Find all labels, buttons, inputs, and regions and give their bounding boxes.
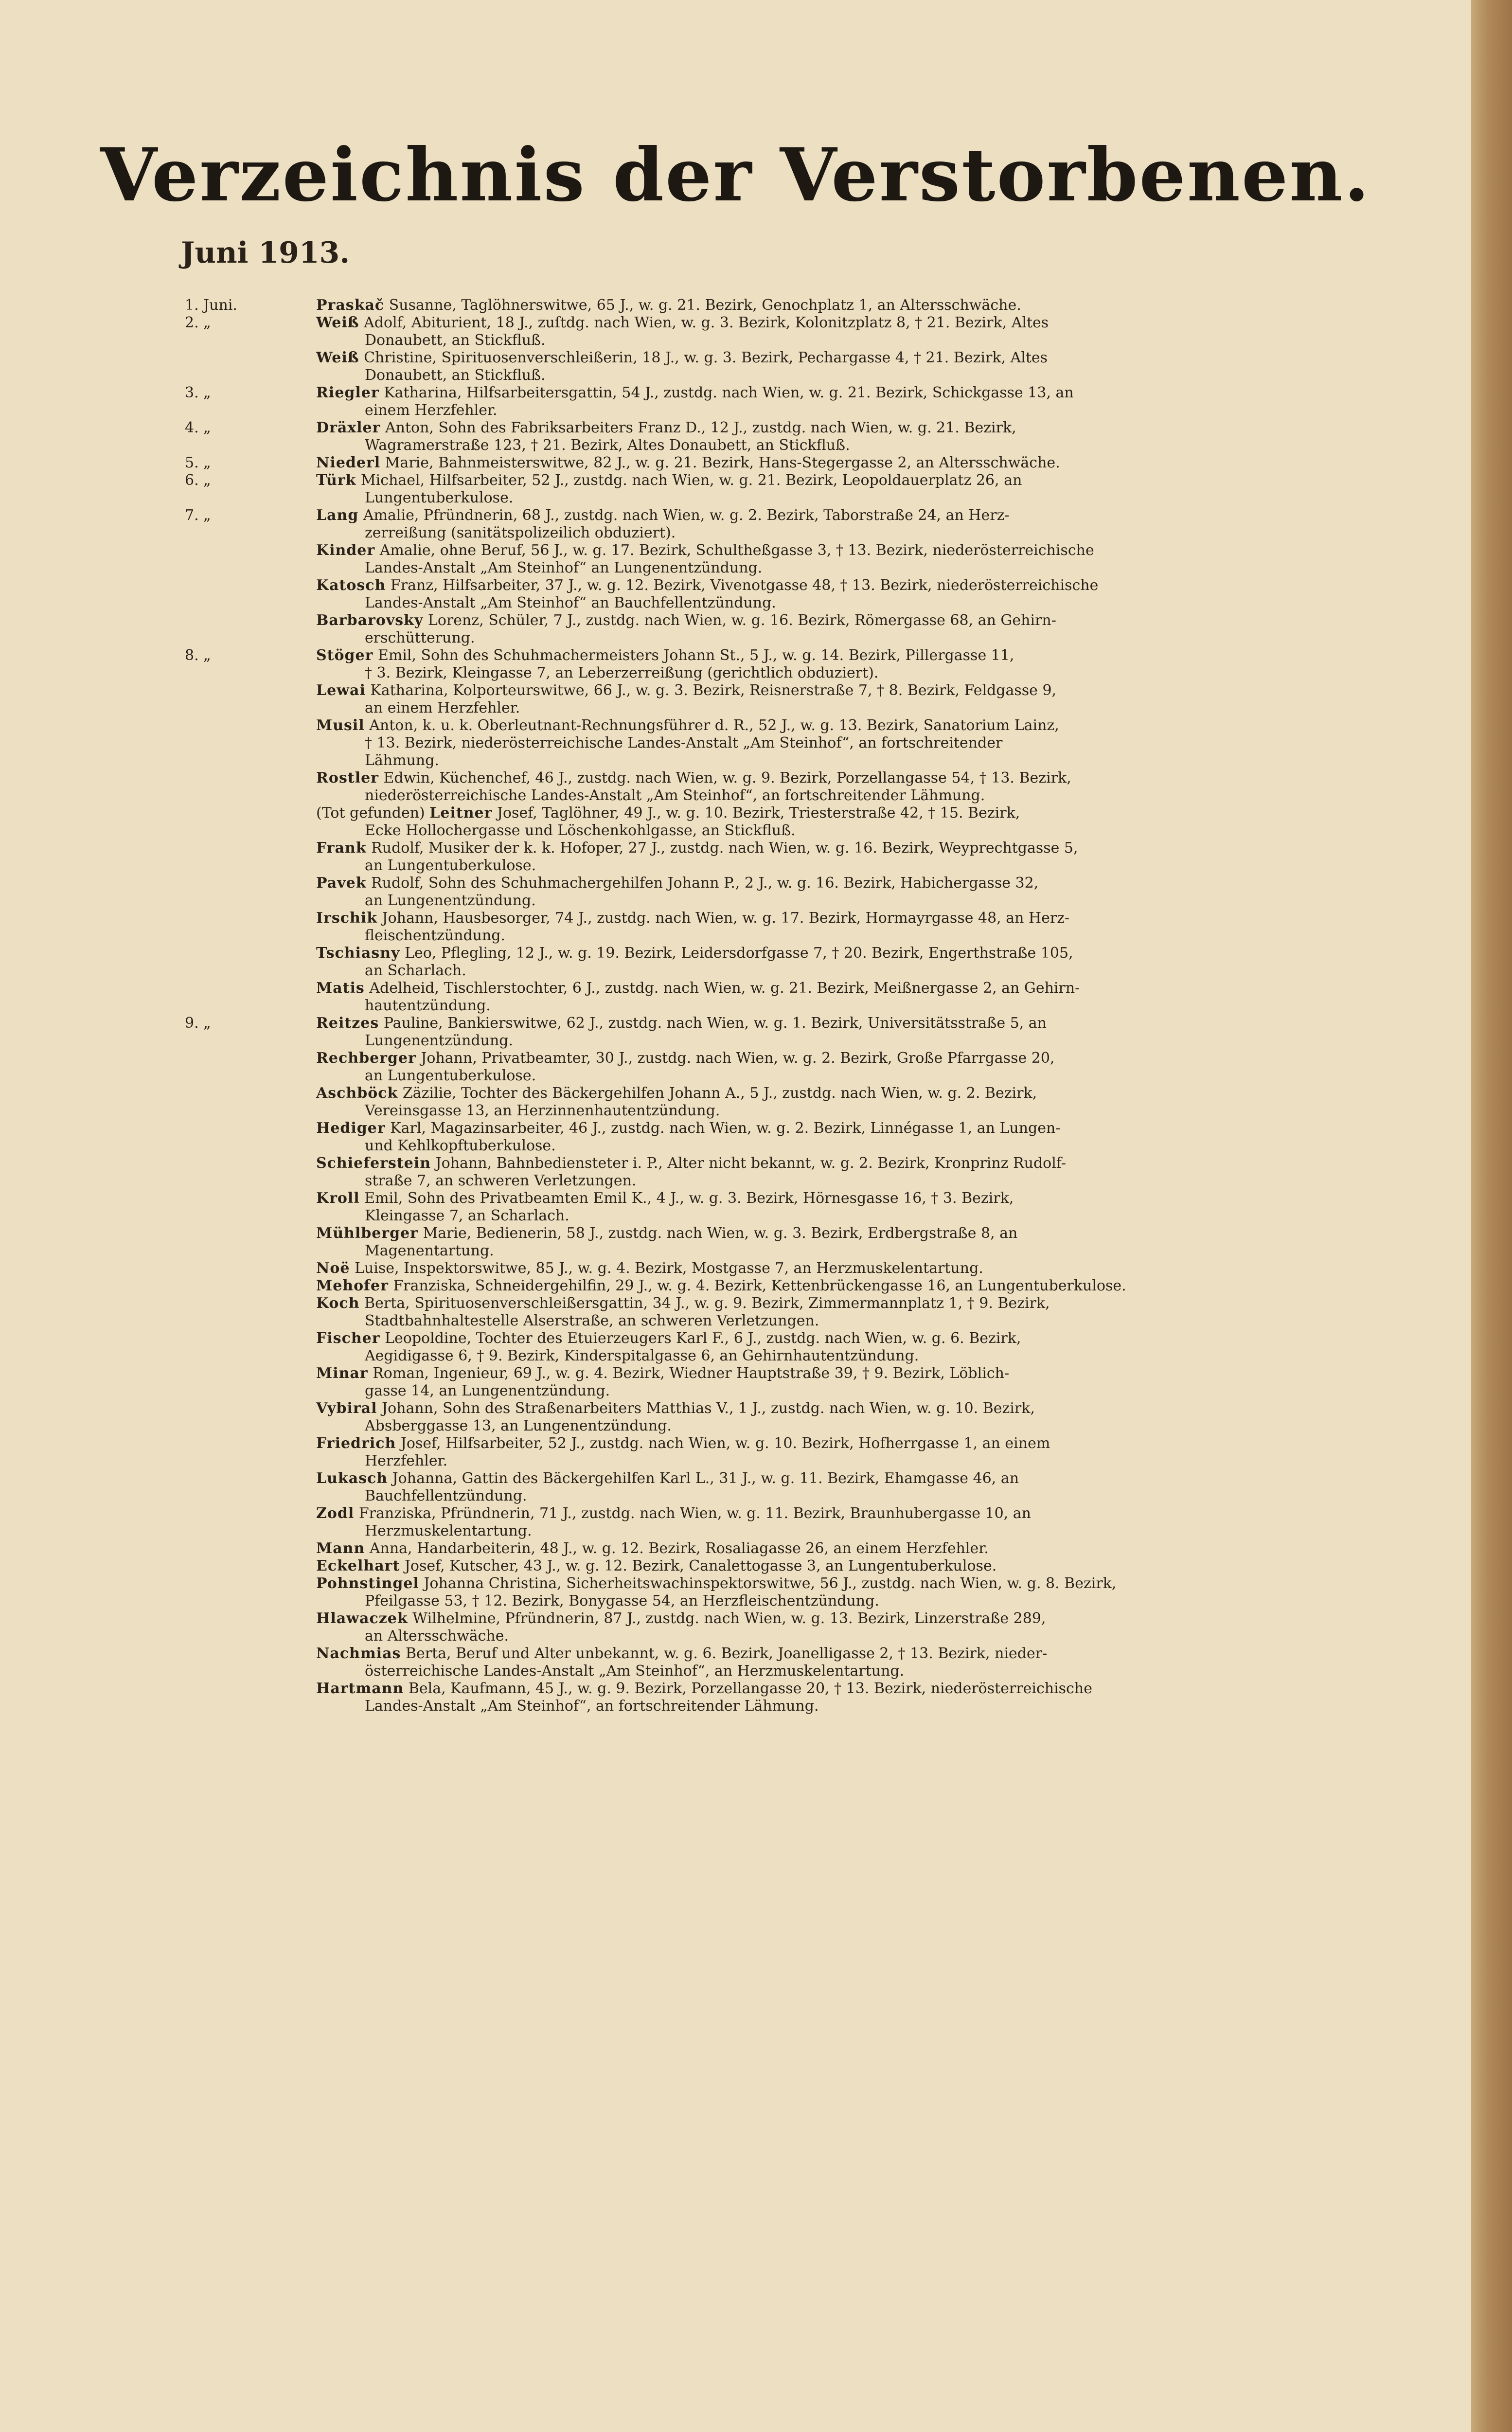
- entry-continuation: Landes-Anstalt „Am Steinhof“, an fortschreitender Lähmung.: [365, 1698, 819, 1715]
- register-entry: [185, 419, 1461, 454]
- death-register-list: [185, 297, 1461, 1715]
- register-entry: [185, 1260, 1461, 1277]
- entry-line: [316, 314, 1461, 332]
- entry-text: Josef, Kutscher, 43 J., w. g. 12. Bezirk, Canalettogasse 3, an Lungentuberkulose.: [404, 1557, 997, 1574]
- register-entry: [185, 1050, 1461, 1085]
- entry-text: Marie, Bahnmeisterswitwe, 82 J., w. g. 21. Bezirk, Hans-Stegergasse 2, an Altersschwäche.: [385, 454, 1060, 471]
- entry-line: [316, 297, 1461, 314]
- entry-surname: Friedrich: [316, 1435, 396, 1452]
- register-entry: [185, 1505, 1461, 1540]
- entry-surname: Lang: [316, 507, 359, 524]
- register-entry: [185, 1557, 1461, 1575]
- register-entry: [185, 980, 1461, 1015]
- entry-text: Amalie, Pfründnerin, 68 J., zustdg. nach Wien, w. g. 2. Bezirk, Taborstraße 24, an Herz-: [363, 507, 1010, 524]
- entry-surname: Minar: [316, 1365, 368, 1382]
- entry-line: [316, 1260, 1461, 1277]
- entry-surname: Katosch: [316, 577, 386, 594]
- entry-continuation: österreichische Landes-Anstalt „Am Steinhof“, an Herzmuskelentartung.: [365, 1663, 905, 1680]
- register-entry: [185, 1435, 1461, 1470]
- register-entry: [185, 682, 1461, 717]
- register-entry: [185, 875, 1461, 910]
- entry-line: [316, 1120, 1461, 1137]
- entry-continuation: Landes-Anstalt „Am Steinhof“ an Bauchfellentzündung.: [365, 594, 776, 611]
- page-edge: [1471, 0, 1512, 2432]
- entry-continuation: Herzmuskelentartung.: [365, 1522, 532, 1539]
- register-entry: [185, 1610, 1461, 1645]
- entry-line: [316, 1295, 1461, 1312]
- entry-surname: Frank: [316, 840, 367, 857]
- entry-continuation: Kleingasse 7, an Scharlach.: [365, 1207, 569, 1224]
- entry-text: Leopoldine, Tochter des Etuierzeugers Karl F., 6 J., zustdg. nach Wien, w. g. 6. Bezirk,: [385, 1330, 1021, 1347]
- entry-surname: Rostler: [316, 769, 379, 787]
- entry-text: Franziska, Pfründnerin, 71 J., zustdg. nach Wien, w. g. 11. Bezirk, Braunhubergasse 10, an: [358, 1505, 1031, 1522]
- entry-continuation: Lähmung.: [365, 752, 439, 769]
- entry-surname: Lewai: [316, 682, 366, 699]
- entry-text: Edwin, Küchenchef, 46 J., zustdg. nach Wien, w. g. 9. Bezirk, Porzellangasse 54, † 13. Bezirk,: [383, 769, 1071, 787]
- entry-date: 5. „: [185, 454, 211, 471]
- entry-text: Michael, Hilfsarbeiter, 52 J., zustdg. nach Wien, w. g. 21. Bezirk, Leopoldauerplatz 26, an: [360, 472, 1022, 489]
- register-entry: [185, 769, 1461, 805]
- entry-surname: Vybiral: [316, 1400, 377, 1417]
- entry-continuation: Landes-Anstalt „Am Steinhof“ an Lungenentzündung.: [365, 559, 763, 576]
- month-heading: Juni 1913.: [181, 236, 350, 270]
- entry-line: [316, 1575, 1461, 1592]
- entry-surname: Zodl: [316, 1505, 355, 1522]
- entry-line: [316, 1015, 1461, 1032]
- register-entry: [185, 1470, 1461, 1505]
- entry-line: [316, 875, 1461, 892]
- entry-surname: Irschik: [316, 910, 377, 927]
- entry-continuation: Donaubett, an Stickfluß.: [365, 367, 546, 384]
- entry-date: 8. „: [185, 647, 211, 664]
- entry-text: Josef, Hilfsarbeiter, 52 J., zustdg. nach Wien, w. g. 10. Bezirk, Hofherrgasse 1, an einem: [400, 1435, 1050, 1452]
- entry-continuation: einem Herzfehler.: [365, 402, 498, 419]
- register-entry: [185, 314, 1461, 349]
- entry-surname: Mehofer: [316, 1277, 389, 1294]
- entry-continuation: an Lungenentzündung.: [365, 892, 536, 909]
- entry-continuation: Ecke Hollochergasse und Löschenkohlgasse, an Stickfluß.: [365, 822, 796, 839]
- entry-continuation: an Lungentuberkulose.: [365, 1067, 536, 1084]
- entry-surname: Koch: [316, 1295, 360, 1312]
- entry-text: Anton, k. u. k. Oberleutnant-Rechnungsführer d. R., 52 J., w. g. 13. Bezirk, Sanatorium Lainz,: [369, 717, 1059, 734]
- entry-continuation: Donaubett, an Stickfluß.: [365, 332, 546, 349]
- register-entry: [185, 717, 1461, 769]
- entry-surname: Weiß: [316, 314, 359, 331]
- entry-continuation: Herzfehler.: [365, 1452, 448, 1469]
- entry-text: Katharina, Kolporteurswitwe, 66 J., w. g. 3. Bezirk, Reisnerstraße 7, † 8. Bezirk, Feldgasse 9,: [370, 682, 1057, 699]
- entry-text: Roman, Ingenieur, 69 J., w. g. 4. Bezirk, Wiedner Hauptstraße 39, † 9. Bezirk, Löblich-: [373, 1365, 1010, 1382]
- entry-line: [316, 805, 1461, 822]
- entry-line: [316, 682, 1461, 699]
- entry-date: 7. „: [185, 507, 211, 524]
- entry-line: [316, 472, 1461, 489]
- entry-continuation: Absberggasse 13, an Lungenentzündung.: [365, 1417, 672, 1434]
- register-entry: [185, 507, 1461, 542]
- register-entry: [185, 1540, 1461, 1557]
- entry-line: [316, 1400, 1461, 1417]
- entry-surname: Noë: [316, 1260, 350, 1277]
- entry-date: 2. „: [185, 314, 211, 331]
- entry-text: Bela, Kaufmann, 45 J., w. g. 9. Bezirk, Porzellangasse 20, † 13. Bezirk, niederösterreichische: [408, 1680, 1092, 1697]
- entry-line: [316, 507, 1461, 524]
- entry-continuation: Wagramerstraße 123, † 21. Bezirk, Altes Donaubett, an Stickfluß.: [365, 437, 850, 454]
- entry-text: Marie, Bedienerin, 58 J., zustdg. nach Wien, w. g. 3. Bezirk, Erdbergstraße 8, an: [423, 1225, 1018, 1242]
- entry-text: Adolf, Abiturient, 18 J., zuſtdg. nach Wien, w. g. 3. Bezirk, Kolonitzplatz 8, † 21. Bezirk, Altes: [364, 314, 1049, 331]
- register-entry: [185, 1015, 1461, 1050]
- entry-text: Luise, Inspektorswitwe, 85 J., w. g. 4. Bezirk, Mostgasse 7, an Herzmuskelentartung.: [355, 1260, 983, 1277]
- entry-surname: Reitzes: [316, 1015, 379, 1032]
- entry-text: Berta, Beruf und Alter unbekannt, w. g. 6. Bezirk, Joanelligasse 2, † 13. Bezirk, nieder-: [405, 1645, 1048, 1662]
- entry-surname: Lukasch: [316, 1470, 388, 1487]
- entry-surname: Weiß: [316, 349, 359, 366]
- entry-surname: Barbarovsky: [316, 612, 424, 629]
- entry-text: Johanna, Gattin des Bäckergehilfen Karl L., 31 J., w. g. 11. Bezirk, Ehamgasse 46, an: [392, 1470, 1019, 1487]
- entry-continuation: Vereinsgasse 13, an Herzinnenhautentzündung.: [365, 1102, 720, 1119]
- entry-text: Adelheid, Tischlerstochter, 6 J., zustdg. nach Wien, w. g. 21. Bezirk, Meißnergasse 2, an Gehirn-: [369, 980, 1080, 997]
- entry-line: [316, 945, 1461, 962]
- entry-line: [316, 1050, 1461, 1067]
- register-entry: [185, 1120, 1461, 1155]
- entry-text: Josef, Taglöhner, 49 J., w. g. 10. Bezirk, Triesterstraße 42, † 15. Bezirk,: [497, 805, 1020, 822]
- entry-text: Rudolf, Sohn des Schuhmachergehilfen Johann P., 2 J., w. g. 16. Bezirk, Habichergasse 32,: [371, 875, 1039, 892]
- entry-continuation: zerreißung (sanitätspolizeilich obduziert).: [365, 524, 676, 541]
- entry-line: [316, 1330, 1461, 1347]
- entry-surname: Tschiasny: [316, 945, 400, 962]
- entry-line: [316, 1277, 1461, 1295]
- entry-surname: Eckelhart: [316, 1557, 400, 1574]
- entry-continuation: niederösterreichische Landes-Anstalt „Am Steinhof“, an fortschreitender Lähmung.: [365, 787, 985, 804]
- entry-surname: Stöger: [316, 647, 374, 664]
- entry-surname: Aschböck: [316, 1085, 398, 1102]
- entry-date: 6. „: [185, 472, 211, 489]
- entry-surname: Nachmias: [316, 1645, 401, 1662]
- register-entry: [185, 840, 1461, 875]
- entry-line: [316, 612, 1461, 629]
- entry-text: Amalie, ohne Beruf, 56 J., w. g. 17. Bezirk, Schultheßgasse 3, † 13. Bezirk, niederösterreichische: [379, 542, 1094, 559]
- entry-continuation: Lungenentzündung.: [365, 1032, 514, 1049]
- entry-surname: Matis: [316, 980, 365, 997]
- entry-text: Katharina, Hilfsarbeitersgattin, 54 J., zustdg. nach Wien, w. g. 21. Bezirk, Schickgasse 13, an: [384, 384, 1074, 401]
- register-entry: [185, 1365, 1461, 1400]
- entry-text: Johanna Christina, Sicherheitswachinspektorswitwe, 56 J., zustdg. nach Wien, w. g. 8. Bezirk,: [424, 1575, 1117, 1592]
- entry-text: Wilhelmine, Pfründnerin, 87 J., zustdg. nach Wien, w. g. 13. Bezirk, Linzerstraße 289,: [412, 1610, 1046, 1627]
- entry-line: [316, 1085, 1461, 1102]
- register-entry: [185, 945, 1461, 980]
- entry-surname: Kinder: [316, 542, 375, 559]
- entry-text: Pauline, Bankierswitwe, 62 J., zustdg. nach Wien, w. g. 1. Bezirk, Universitätsstraße 5, an: [383, 1015, 1047, 1032]
- entry-continuation: erschütterung.: [365, 629, 475, 646]
- register-entry: [185, 297, 1461, 314]
- entry-line: [316, 419, 1461, 437]
- entry-surname: Hediger: [316, 1120, 386, 1137]
- entry-line: [316, 542, 1461, 559]
- entry-date: 4. „: [185, 419, 211, 436]
- entry-line: [316, 980, 1461, 997]
- entry-surname: Musil: [316, 717, 365, 734]
- entry-text: Franziska, Schneidergehilfin, 29 J., w. g. 4. Bezirk, Kettenbrückengasse 16, an Lungentuberkulose.: [393, 1277, 1126, 1294]
- entry-text: Johann, Sohn des Straßenarbeiters Matthias V., 1 J., zustdg. nach Wien, w. g. 10. Bezirk,: [382, 1400, 1035, 1417]
- entry-line: [316, 454, 1461, 472]
- register-entry: [185, 349, 1461, 384]
- entry-date: 3. „: [185, 384, 211, 401]
- entry-continuation: an Scharlach.: [365, 962, 466, 979]
- entry-text: Rudolf, Musiker der k. k. Hofoper, 27 J., zustdg. nach Wien, w. g. 16. Bezirk, Weyprechtgasse 5,: [371, 840, 1078, 857]
- entry-surname: Hlawaczek: [316, 1610, 408, 1627]
- register-entry: [185, 1330, 1461, 1365]
- register-entry: [185, 612, 1461, 647]
- register-entry: [185, 1190, 1461, 1225]
- entry-surname: Riegler: [316, 384, 379, 401]
- register-entry: [185, 1155, 1461, 1190]
- entry-surname: Rechberger: [316, 1050, 416, 1067]
- entry-text: Susanne, Taglöhnerswitwe, 65 J., w. g. 21. Bezirk, Genochplatz 1, an Altersschwäche.: [389, 297, 1021, 314]
- register-entry: [185, 1575, 1461, 1610]
- entry-line: [316, 1645, 1461, 1663]
- entry-line: [316, 1225, 1461, 1242]
- entry-surname: Pavek: [316, 875, 367, 892]
- entry-continuation: an Lungentuberkulose.: [365, 857, 536, 874]
- entry-line: [316, 1365, 1461, 1382]
- entry-surname: Mann: [316, 1540, 365, 1557]
- entry-date: 9. „: [185, 1015, 211, 1032]
- entry-line: [316, 840, 1461, 857]
- entry-surname: Fischer: [316, 1330, 380, 1347]
- entry-continuation: an Altersschwäche.: [365, 1627, 509, 1645]
- entry-text: Franz, Hilfsarbeiter, 37 J., w. g. 12. Bezirk, Vivenotgasse 48, † 13. Bezirk, niederösterreichische: [390, 577, 1099, 594]
- register-entry: [185, 1085, 1461, 1120]
- register-entry: [185, 454, 1461, 472]
- entry-line: [316, 1680, 1461, 1698]
- entry-line: [316, 717, 1461, 734]
- entry-line: [316, 349, 1461, 367]
- entry-text: Johann, Bahnbediensteter i. P., Alter nicht bekannt, w. g. 2. Bezirk, Kronprinz Rudolf-: [435, 1155, 1066, 1172]
- entry-text: Anna, Handarbeiterin, 48 J., w. g. 12. Bezirk, Rosaliagasse 26, an einem Herzfehler.: [369, 1540, 989, 1557]
- entry-continuation: Pfeilgasse 53, † 12. Bezirk, Bonygasse 54, an Herzfleischentzündung.: [365, 1592, 879, 1609]
- entry-continuation: gasse 14, an Lungenentzündung.: [365, 1382, 610, 1399]
- register-entry: [185, 1225, 1461, 1260]
- entry-continuation: Aegidigasse 6, † 9. Bezirk, Kinderspitalgasse 6, an Gehirnhautentzündung.: [365, 1347, 919, 1364]
- register-entry: [185, 1295, 1461, 1330]
- register-entry: [185, 384, 1461, 419]
- entry-continuation: † 3. Bezirk, Kleingasse 7, an Leberzerreißung (gerichtlich obduziert).: [365, 664, 879, 681]
- entry-text: Anton, Sohn des Fabriksarbeiters Franz D., 12 J., zustdg. nach Wien, w. g. 21. Bezirk,: [385, 419, 1016, 436]
- entry-text: Karl, Magazinsarbeiter, 46 J., zustdg. nach Wien, w. g. 2. Bezirk, Linnégasse 1, an Lungen-: [390, 1120, 1061, 1137]
- entry-text: Leo, Pflegling, 12 J., w. g. 19. Bezirk, Leidersdorfgasse 7, † 20. Bezirk, Engerthstraße 105,: [405, 945, 1073, 962]
- entry-text: Johann, Privatbeamter, 30 J., zustdg. nach Wien, w. g. 2. Bezirk, Große Pfarrgasse 20,: [421, 1050, 1055, 1067]
- entry-line: [316, 1435, 1461, 1452]
- entry-surname: Kroll: [316, 1190, 360, 1207]
- entry-surname: Türk: [316, 472, 356, 489]
- page-title: Verzeichnis der Verstorbenen.: [100, 132, 1371, 218]
- entry-continuation: an einem Herzfehler.: [365, 699, 520, 716]
- entry-surname: Dräxler: [316, 419, 381, 436]
- entry-continuation: straße 7, an schweren Verletzungen.: [365, 1172, 637, 1189]
- entry-line: [316, 1190, 1461, 1207]
- register-entry: [185, 472, 1461, 507]
- entry-text: Lorenz, Schüler, 7 J., zustdg. nach Wien, w. g. 16. Bezirk, Römergasse 68, an Gehirn-: [427, 612, 1056, 629]
- entry-text: Berta, Spirituosenverschleißersgattin, 34 J., w. g. 9. Bezirk, Zimmermannplatz 1, † 9. Bezirk,: [364, 1295, 1050, 1312]
- entry-continuation: Stadtbahnhaltestelle Alserstraße, an schweren Verletzungen.: [365, 1312, 819, 1329]
- entry-line: [316, 1557, 1461, 1575]
- entry-surname: Niederl: [316, 454, 381, 471]
- entry-surname: Pohnstingel: [316, 1575, 419, 1592]
- entry-continuation: Bauchfellentzündung.: [365, 1487, 527, 1504]
- entry-line: [316, 769, 1461, 787]
- register-entry: [185, 577, 1461, 612]
- entry-continuation: Lungentuberkulose.: [365, 489, 514, 506]
- entry-line: [316, 384, 1461, 402]
- entry-surname: Mühlberger: [316, 1225, 418, 1242]
- entry-text: Zäzilie, Tochter des Bäckergehilfen Johann A., 5 J., zustdg. nach Wien, w. g. 2. Bezirk,: [402, 1085, 1037, 1102]
- entry-line: [316, 1470, 1461, 1487]
- entry-continuation: und Kehlkopftuberkulose.: [365, 1137, 556, 1154]
- entry-continuation: fleischentzündung.: [365, 927, 506, 944]
- entry-text: Johann, Hausbesorger, 74 J., zustdg. nach Wien, w. g. 17. Bezirk, Hormayrgasse 48, an Herz-: [382, 910, 1070, 927]
- entry-line: [316, 1610, 1461, 1627]
- register-entry: [185, 542, 1461, 577]
- entry-surname: Schieferstein: [316, 1155, 431, 1172]
- entry-text: Emil, Sohn des Privatbeamten Emil K., 4 J., w. g. 3. Bezirk, Hörnesgasse 16, † 3. Bezirk,: [364, 1190, 1014, 1207]
- entry-continuation: Magenentartung.: [365, 1242, 494, 1259]
- entry-line: [316, 1155, 1461, 1172]
- entry-line: [316, 1505, 1461, 1522]
- register-entry: [185, 647, 1461, 682]
- entry-line: [316, 910, 1461, 927]
- entry-surname: Hartmann: [316, 1680, 404, 1697]
- register-entry: [185, 805, 1461, 840]
- entry-surname: Leitner: [429, 805, 493, 822]
- entry-text: Emil, Sohn des Schuhmachermeisters Johann St., 5 J., w. g. 14. Bezirk, Pillergasse 11,: [377, 647, 1014, 664]
- register-entry: [185, 1680, 1461, 1715]
- entry-continuation: † 13. Bezirk, niederösterreichische Landes-Anstalt „Am Steinhof“, an fortschreitender: [365, 734, 1003, 751]
- entry-surname: Praskač: [316, 297, 385, 314]
- entry-line: [316, 647, 1461, 664]
- register-entry: [185, 910, 1461, 945]
- entry-continuation: hautentzündung.: [365, 997, 491, 1014]
- entry-date: 1. Juni.: [185, 297, 237, 314]
- entry-remark: (Tot gefunden): [316, 805, 425, 822]
- register-entry: [185, 1277, 1461, 1295]
- entry-text: Christine, Spirituosenverschleißerin, 18 J., w. g. 3. Bezirk, Pechargasse 4, † 21. Bezirk, Altes: [364, 349, 1048, 366]
- entry-line: [316, 1540, 1461, 1557]
- entry-line: [316, 577, 1461, 594]
- register-entry: [185, 1400, 1461, 1435]
- register-entry: [185, 1645, 1461, 1680]
